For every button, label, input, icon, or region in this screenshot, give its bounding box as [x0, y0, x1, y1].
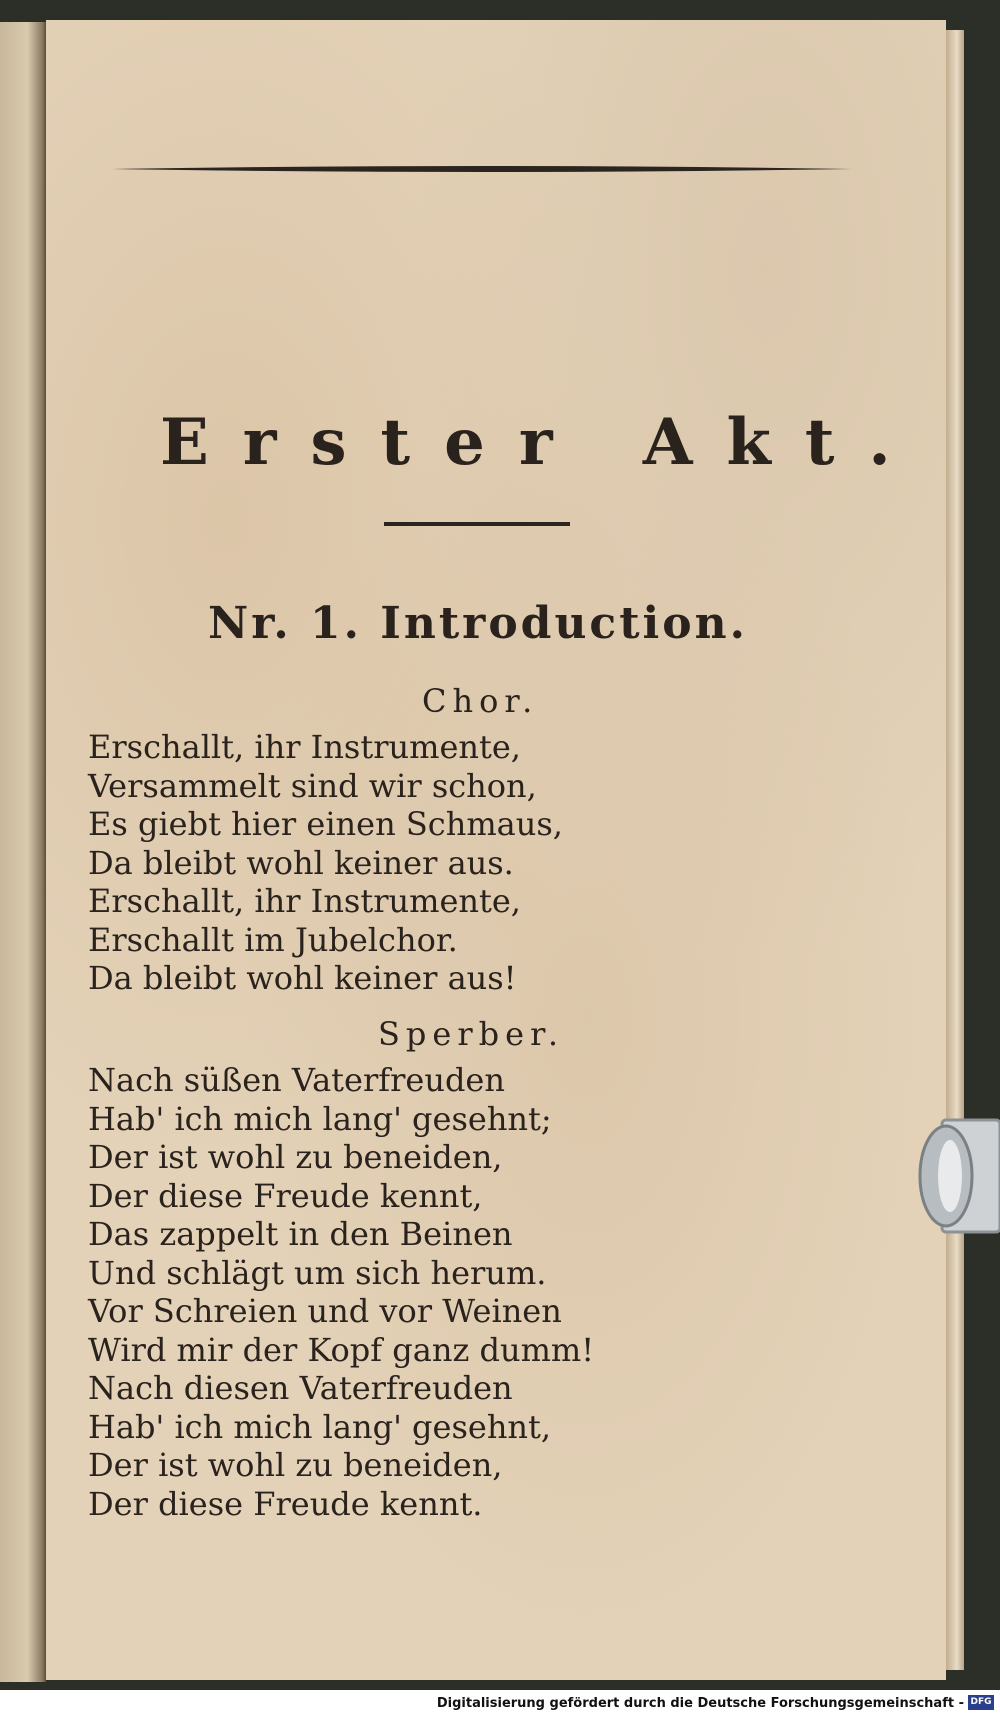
verse-line: Der ist wohl zu beneiden, — [88, 1138, 503, 1176]
left-page-edge — [0, 22, 46, 1682]
verse-line: Nach diesen Vaterfreuden — [88, 1369, 513, 1407]
speaker-chor: Chor. — [422, 682, 539, 720]
top-ornamental-rule — [112, 164, 852, 174]
number-title: Nr. 1. Introduction. — [208, 598, 748, 649]
verse-line: Der diese Freude kennt. — [88, 1484, 483, 1523]
verse-line: Es giebt hier einen Schmaus, — [88, 805, 563, 843]
funding-credit: Digitalisierung gefördert durch die Deutsche Forschungsgemeinschaft - — [436, 1696, 964, 1711]
verse-line: Versammelt sind wir schon, — [88, 766, 537, 805]
verse-line: Erschallt, ihr Instrumente, — [88, 882, 521, 920]
title-divider — [384, 522, 570, 526]
verse-line: Wird mir der Kopf ganz dumm! — [88, 1330, 595, 1369]
verse-line: Und schlägt um sich herum. — [88, 1253, 547, 1292]
verse-block-sperber — [88, 1061, 594, 1523]
verse-line: Erschallt, ihr Instrumente, — [88, 728, 521, 766]
page-clip — [912, 1116, 1000, 1236]
verse-line: Vor Schreien und vor Weinen — [88, 1292, 562, 1330]
verse-line: Hab' ich mich lang' gesehnt; — [88, 1099, 552, 1138]
verse-line: Erschallt im Jubelchor. — [88, 920, 458, 959]
verse-line: Das zappelt in den Beinen — [88, 1215, 513, 1253]
verse-block-chor — [88, 728, 563, 998]
verse-line: Der ist wohl zu beneiden, — [88, 1446, 503, 1484]
verse-line: Nach süßen Vaterfreuden — [88, 1061, 505, 1099]
dfg-logo: DFG — [968, 1695, 994, 1710]
act-title: Erster Akt. — [160, 405, 925, 480]
speaker-sperber: Sperber. — [378, 1015, 565, 1053]
right-page-edge — [946, 30, 964, 1670]
verse-line: Der diese Freude kennt, — [88, 1176, 483, 1215]
verse-line: Hab' ich mich lang' gesehnt, — [88, 1407, 552, 1446]
verse-line: Da bleibt wohl keiner aus. — [88, 843, 514, 882]
verse-line: Da bleibt wohl keiner aus! — [88, 959, 517, 997]
